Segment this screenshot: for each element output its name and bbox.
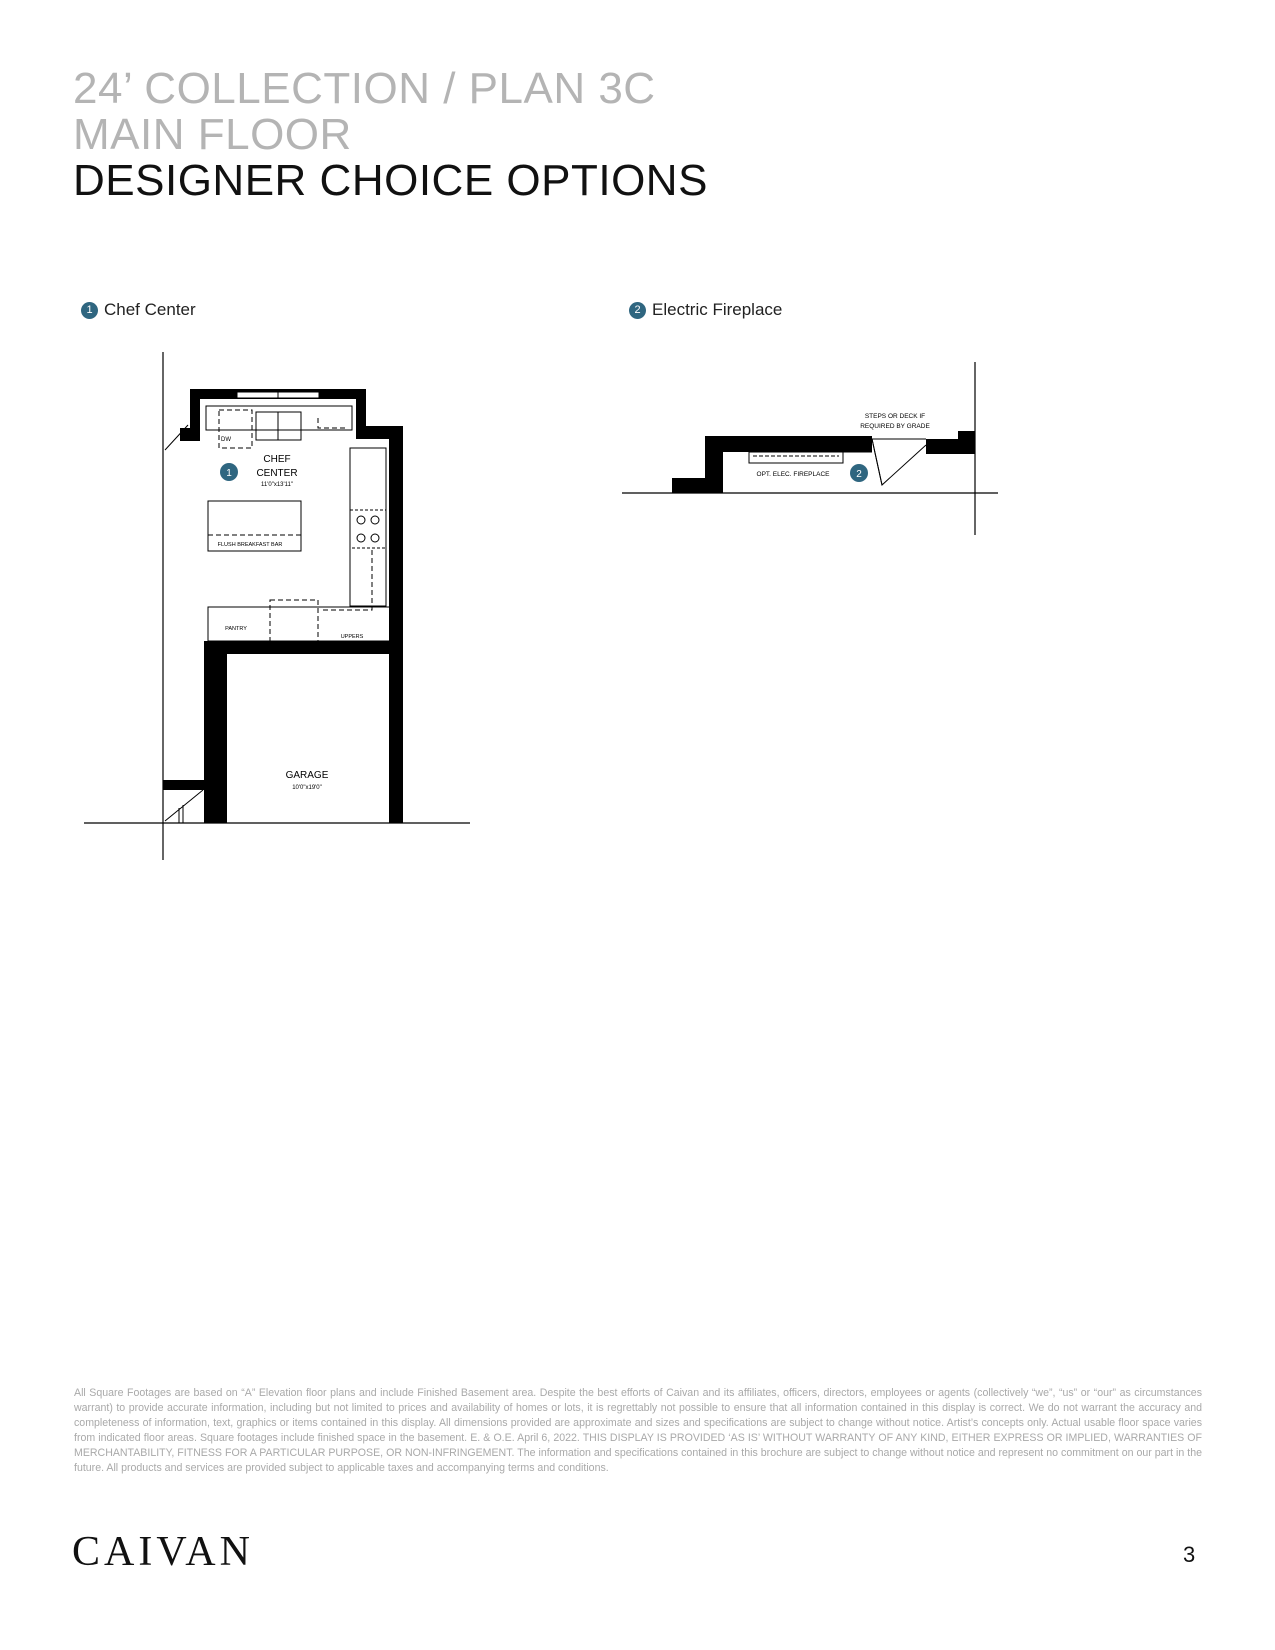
option-label: Chef Center [104,300,196,319]
chef-center-floor-plan [80,350,480,870]
caivan-logo: CAIVAN [72,1529,254,1575]
section-title: DESIGNER CHOICE OPTIONS [73,156,708,205]
window [237,392,319,398]
room-dimensions: 11'0"x13'11" [260,482,294,488]
page-number: 3 [1183,1542,1196,1567]
steps-label-line2: REQUIRED BY GRADE [860,423,930,430]
pantry-label: PANTRY [225,626,247,632]
plan-badge-number: 2 [856,469,862,480]
option-label: Electric Fireplace [652,300,783,319]
title-block [73,66,708,204]
garage-dimensions: 10'0"x19'0" [292,785,322,791]
fireplace-label: OPT. ELEC. FIREPLACE [756,471,830,478]
plan-badge-number: 1 [226,468,232,479]
option-number-badge: 1 [81,302,98,319]
collection-title: 24’ COLLECTION / PLAN 3C [73,64,656,113]
legal-disclaimer: All Square Footages are based on “A” Elevation floor plans and include Finished Basement area. Despite the best efforts of Caivan and its affiliates, officers, directors, employees or agents (collectively “we”, “us” or “our” as circumstances warrant) to provide accurate information, including but not limited to prices and availability of homes or lots, it is regrettably not possible to ensure that all information contained in this display is correct. We do not warrant the accuracy and completeness of information, text, graphics or items contained in this display. All dimensions provided are approximate and sizes and specifications are subject to change without notice. Artist’s concepts only. Actual usable floor space varies from indicated floor areas. Square footages include finished space in the basement. E. & O.E. April 6, 2022. THIS DISPLAY IS PROVIDED ‘AS IS’ WITHOUT WARRANTY OF ANY KIND, EITHER EXPRESS OR IMPLIED, WARRANTIES OF MERCHANTABILITY, FITNESS FOR A PARTICULAR PURPOSE, OR NON-INFRINGEMENT. The information and specifications contained in this brochure are subject to change without notice and represent no commitment on our part in the future. All products and services are provided subject to applicable taxes and accompanying terms and conditions. [74,1387,1202,1474]
steps-label-line1: STEPS OR DECK IF [864,413,926,420]
garage-label: GARAGE [285,770,329,781]
uppers-label: UPPERS [340,634,364,640]
electric-fireplace-floor-plan [620,360,1010,540]
option-number-badge: 2 [629,302,646,319]
option-chef-center [81,300,196,320]
room-title-chef: CHEF [263,454,291,465]
dishwasher-label: DW [221,437,231,443]
room-title-center: CENTER [256,468,298,479]
breakfast-bar-label: FLUSH BREAKFAST BAR [217,542,283,548]
plan-lines [84,352,470,860]
floor-title: MAIN FLOOR [73,110,352,159]
option-electric-fireplace [629,300,782,320]
